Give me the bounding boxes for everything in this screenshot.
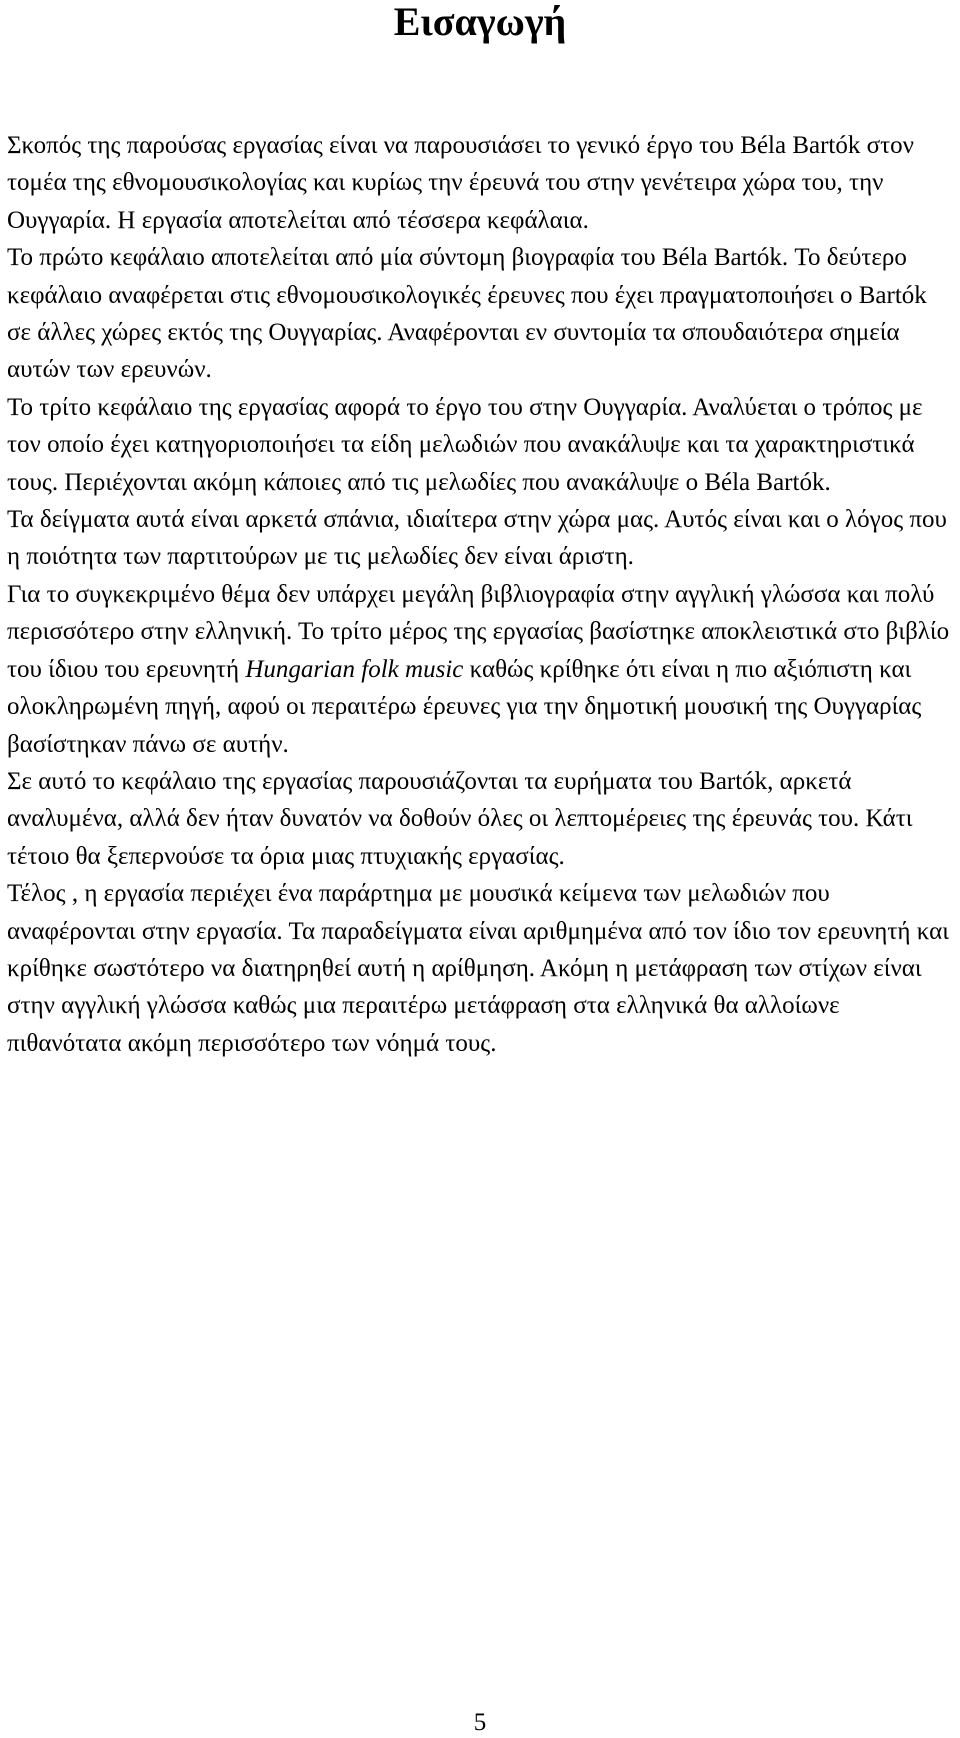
paragraph-appendix: Τέλος , η εργασία περιέχει ένα παράρτημα με μουσικά κείμενα των μελωδιών που αναφέρονται στην εργασία. Τα παραδείγματα είναι αριθμημένα από τον ίδιο τον ερευνητή και κρίθηκε σωστότερο να διατηρηθεί αυτή η αρίθμηση. Ακόμη η μετάφραση των στίχων είναι στην αγγλική γλώσσα καθώς μια περαιτέρω μετάφραση στα ελληνικά θα αλλοίωνε πιθανότατα ακόμη περισσότερο των νόημά τους. [7, 880, 949, 1057]
bibliography-text-before: Για το συγκεκριμένο θέμα δεν υπάρχει μεγάλη βιβλιογραφία στην αγγλική γλώσσα και πολύ περισσότερο στην ελληνική. Το τρίτο μέρος της εργασίας βασίστηκε αποκλειστικά στο βιβλίο του ίδιου του ερευνητή [7, 580, 950, 683]
paragraph-chapter-three: Το τρίτο κεφάλαιο της εργασίας αφορά το έργο του στην Ουγγαρία. Αναλύεται ο τρόπος με τον οποίο έχει κατηγοριοποιήσει τα είδη μελωδιών που ανακάλυψε και τα χαρακτηριστικά τους. Περιέχονται ακόμη κάποιες από τις μελωδίες που ανακάλυψε ο Béla Bartók. [7, 393, 923, 496]
paragraph-purpose: Σκοπός της παρούσας εργασίας είναι να παρουσιάσει το γενικό έργο του Béla Bartók στον τομέα της εθνομουσικολογίας και κυρίως την έρευνά του στην γενέτειρα χώρα του, την Ουγγαρία. Η εργασία αποτελείται από τέσσερα κεφάλαια. [7, 132, 914, 234]
paragraph-findings: Σε αυτό το κεφάλαιο της εργασίας παρουσιάζονται τα ευρήματα του Bartók, αρκετά αναλυμένα, αλλά δεν ήταν δυνατόν να δοθούν όλες οι λεπτομέρειες της έρευνάς του. Κάτι τέτοιο θα ξεπερνούσε τα όρια μιας πτυχιακής εργασίας. [7, 767, 913, 870]
paragraph-chapters-one-two: Το πρώτο κεφάλαιο αποτελείται από μία σύντομη βιογραφία του Béla Bartók. Το δεύτερο κεφάλαιο αναφέρεται στις εθνομουσικολογικές έρευνες που έχει πραγματοποιήσει ο Bartók σε άλλες χώρες εκτός της Ουγγαρίας. Αναφέρονται εν συντομία τα σπουδαιότερα σημεία αυτών των ερευνών. [7, 244, 927, 384]
page-number: 5 [473, 1709, 487, 1736]
document-body [7, 127, 955, 1062]
page-title: Εισαγωγή [393, 0, 567, 44]
paragraph-samples: Τα δείγματα αυτά είναι αρκετά σπάνια, ιδιαίτερα στην χώρα μας. Αυτός είναι και ο λόγος που η ποιότητα των παρτιτούρων με τις μελωδίες δεν είναι άριστη. [7, 506, 947, 571]
paragraph-bibliography [7, 576, 955, 763]
book-title: Hungarian folk music [245, 655, 464, 683]
bibliography-text-after: καθώς κρίθηκε ότι είναι η πιο αξιόπιστη και ολοκληρωμένη πηγή, αφού οι περαιτέρω έρευνες για την δημοτική μουσική της Ουγγαρίας βασίστηκαν πάνω σε αυτήν. [7, 655, 922, 758]
